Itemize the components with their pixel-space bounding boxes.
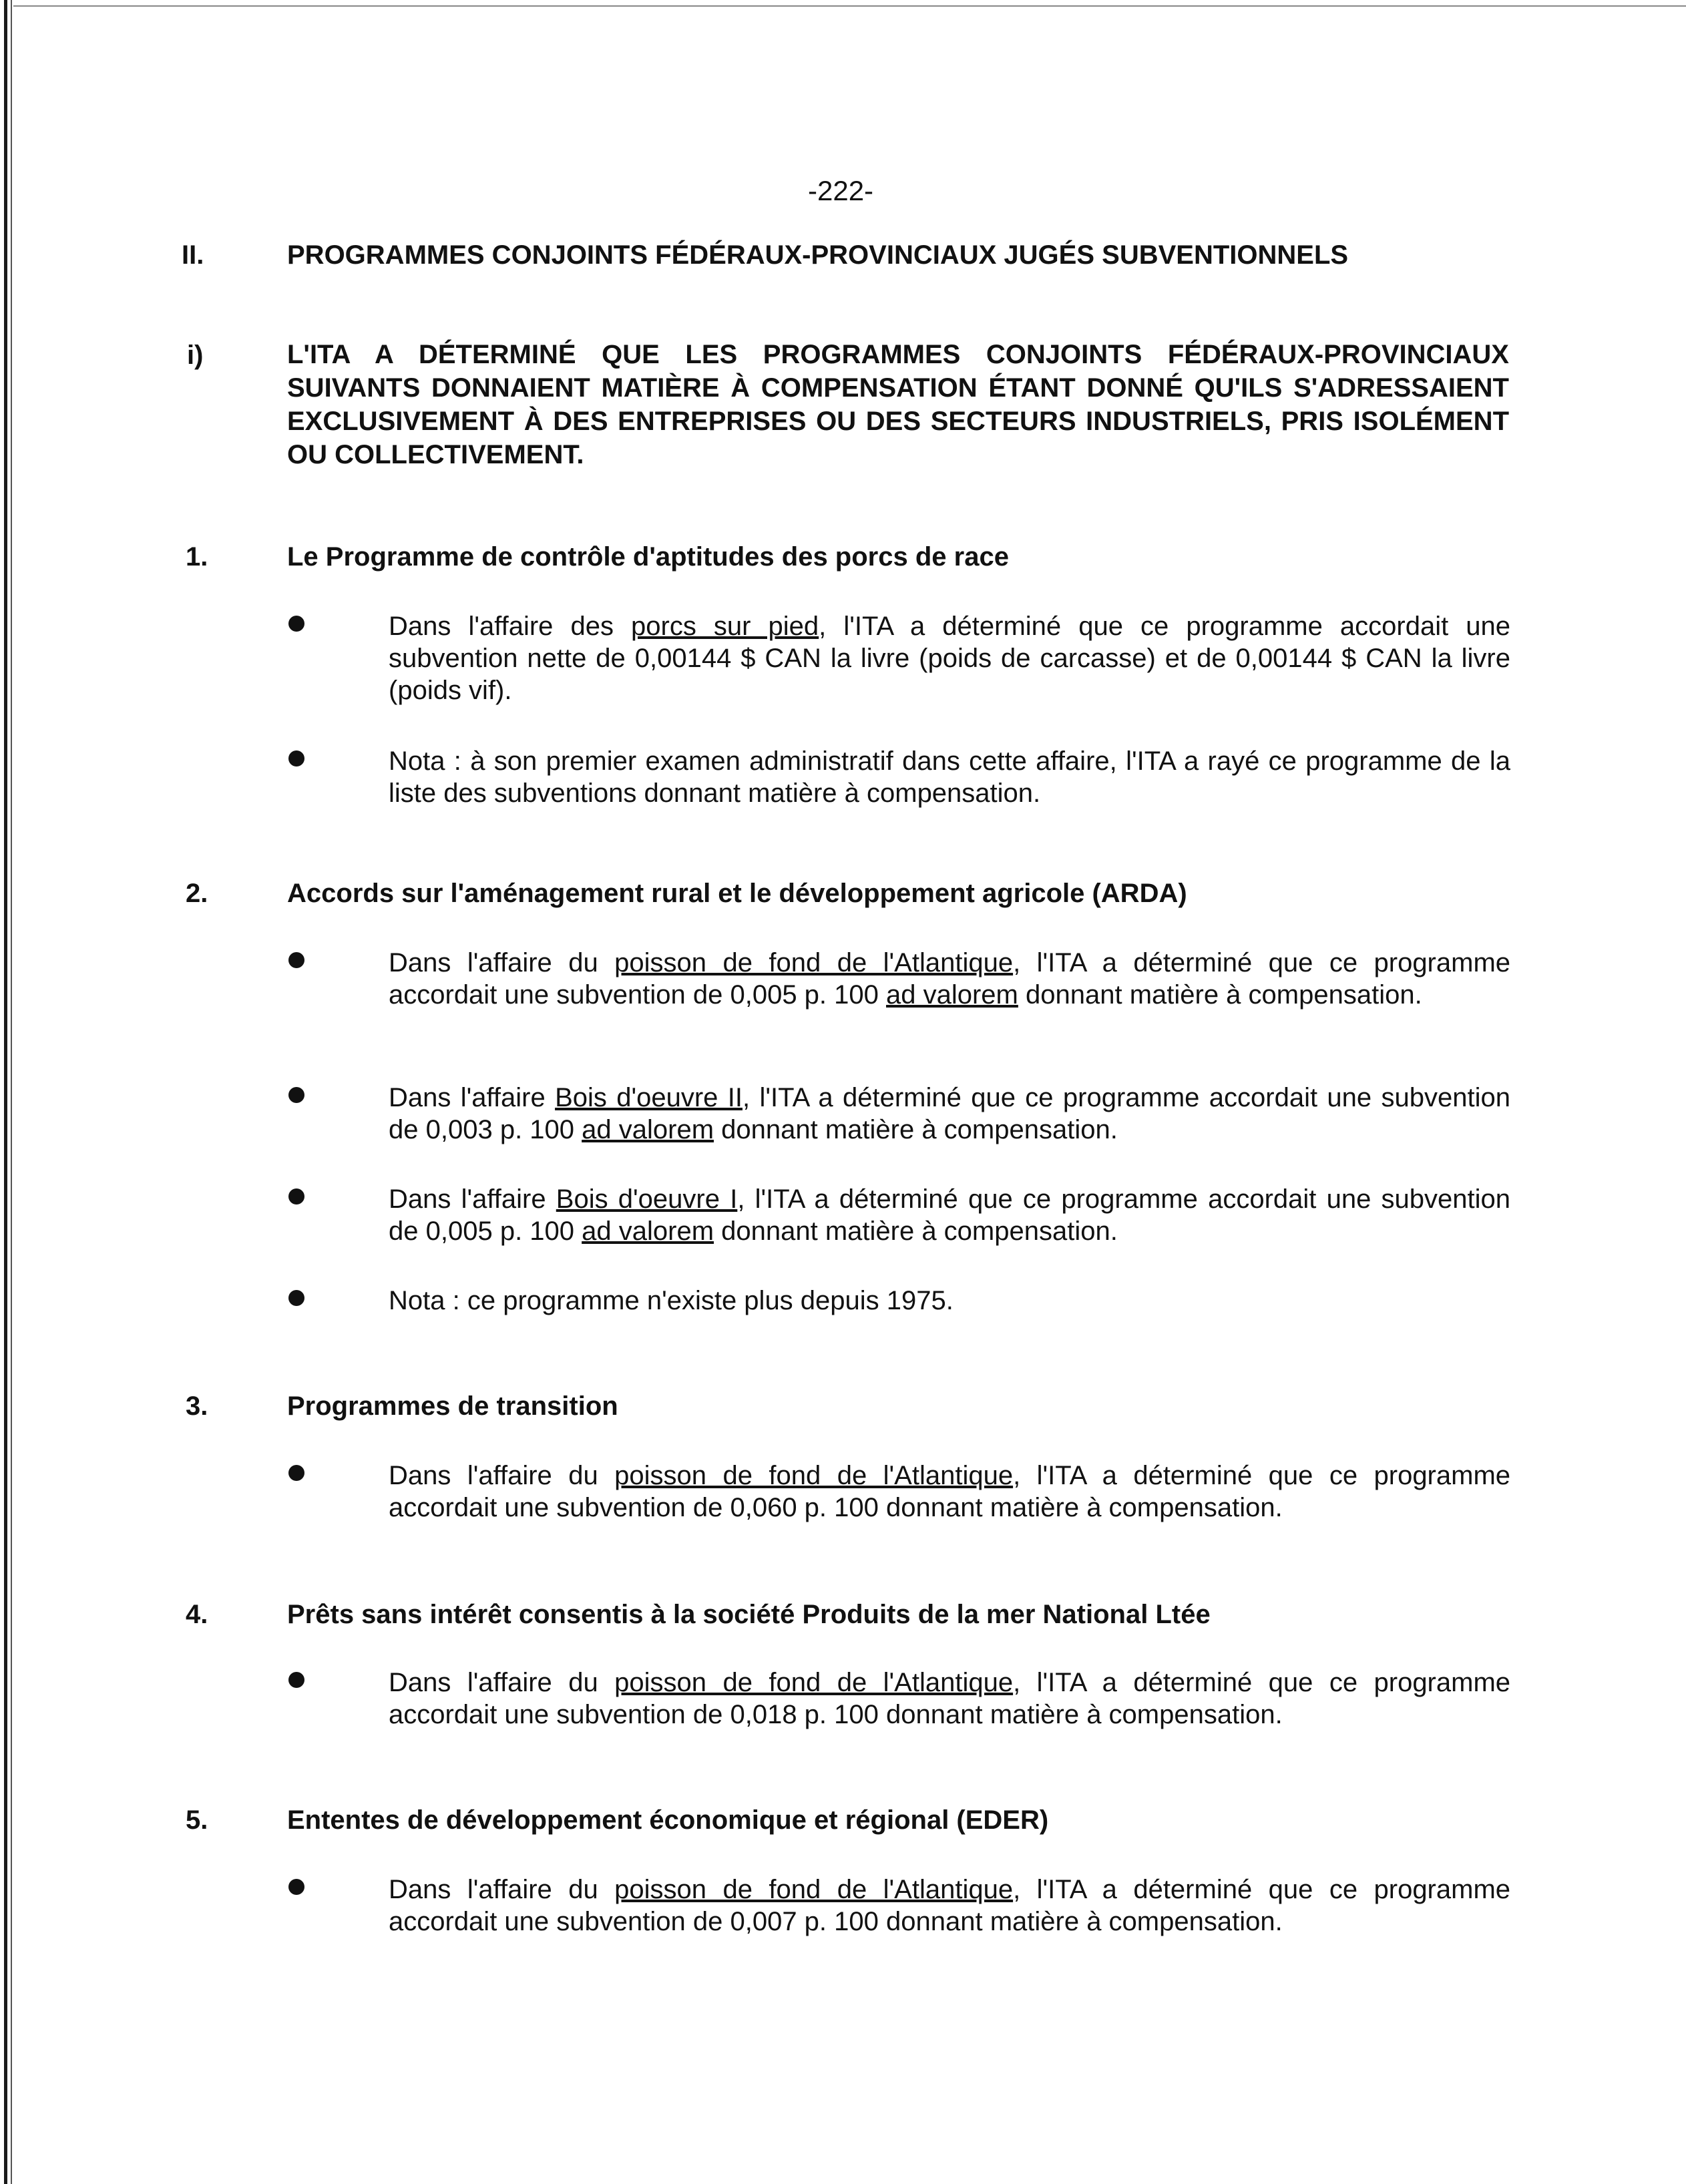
item-number: 5. (186, 1805, 208, 1835)
item-number: 1. (186, 542, 208, 572)
item-title: Accords sur l'aménagement rural et le développement agricole (ARDA) (287, 879, 1187, 908)
bullet-icon (288, 750, 304, 767)
bullet-paragraph: Dans l'affaire du poisson de fond de l'Atlantique, l'ITA a déterminé que ce programme accordait une subvention de 0,007 p. 100 donnant matière à compensation. (389, 1875, 1511, 1936)
bullet-paragraph: Dans l'affaire du poisson de fond de l'Atlantique, l'ITA a déterminé que ce programme accordait une subvention de 0,060 p. 100 donnant matière à compensation. (389, 1461, 1511, 1522)
bullet-icon (288, 1087, 304, 1103)
bullet-paragraph: Dans l'affaire du poisson de fond de l'Atlantique, l'ITA a déterminé que ce programme accordait une subvention de 0,018 p. 100 donnant matière à compensation. (389, 1668, 1511, 1729)
item-number: 4. (186, 1600, 208, 1629)
item-title: Prêts sans intérêt consentis à la société Produits de la mer National Ltée (287, 1600, 1211, 1629)
bullet-paragraph: Dans l'affaire du poisson de fond de l'Atlantique, l'ITA a déterminé que ce programme accordait une subvention de 0,005 p. 100 ad valorem donnant matière à compensation. (389, 948, 1511, 1010)
item-title: Programmes de transition (287, 1391, 618, 1421)
section-heading: PROGRAMMES CONJOINTS FÉDÉRAUX-PROVINCIAUX JUGÉS SUBVENTIONNELS (287, 240, 1349, 270)
top-edge (13, 5, 1686, 7)
bullet-paragraph: Nota : à son premier examen administratif dans cette affaire, l'ITA a rayé ce programme de la liste des subventions donnant matière à compensation. (389, 746, 1510, 808)
item-title: Le Programme de contrôle d'aptitudes des porcs de race (287, 542, 1009, 572)
bullet-paragraph: Dans l'affaire des porcs sur pied, l'ITA a déterminé que ce programme accordait une subvention nette de 0,00144 $ CAN la livre (poids de carcasse) et de 0,00144 $ CAN la livre (poids vif). (389, 612, 1511, 705)
binding-edge (4, 0, 7, 2184)
bullet-paragraph: Dans l'affaire Bois d'oeuvre II, l'ITA a déterminé que ce programme accordait une subvention de 0,003 p. 100 ad valorem donnant matière à compensation. (389, 1083, 1511, 1144)
bullet-paragraph: Nota : ce programme n'existe plus depuis 1975. (389, 1286, 954, 1315)
bullet-icon (288, 952, 304, 968)
intro-paragraph: L'ITA A DÉTERMINÉ QUE LES PROGRAMMES CONJOINTS FÉDÉRAUX-PROVINCIAUX SUIVANTS DONNAIENT MATIÈRE À COMPENSATION ÉTANT DONNÉ QU'ILS S'ADRESSAIENT EXCLUSIVEMENT À DES ENTREPRISES OU DES SECTEURS INDUSTRIELS, PRIS ISOLÉMENT OU COLLECTIVEMENT. (287, 340, 1509, 469)
section-number: II. (182, 240, 204, 270)
bullet-icon (288, 1879, 304, 1895)
bullet-icon (288, 1672, 304, 1688)
intro-label: i) (187, 341, 204, 370)
bullet-icon (288, 1465, 304, 1481)
bullet-icon (288, 616, 304, 632)
page-number: -222- (808, 175, 874, 206)
item-number: 2. (186, 879, 208, 908)
bullet-icon (288, 1188, 304, 1205)
bullet-icon (288, 1290, 304, 1306)
item-title: Ententes de développement économique et régional (EDER) (287, 1805, 1049, 1835)
binding-edge-inner (11, 0, 12, 2184)
item-number: 3. (186, 1391, 208, 1421)
bullet-paragraph: Dans l'affaire Bois d'oeuvre I, l'ITA a déterminé que ce programme accordait une subvention de 0,005 p. 100 ad valorem donnant matière à compensation. (389, 1184, 1511, 1246)
